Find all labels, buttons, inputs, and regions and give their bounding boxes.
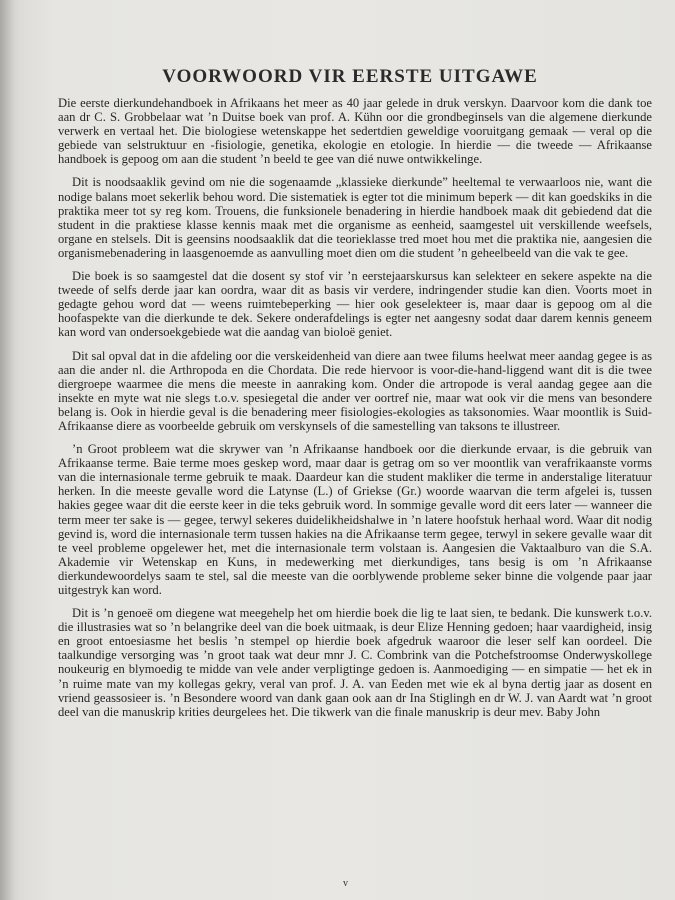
- paragraph-3: Die boek is so saamgestel dat die dosent sy stof vir ’n eerstejaarskursus kan selekteer en sekere aspekte na die tweede of selfs derde jaar kan oordra, waar dit as basis vir verdere, indringender studie kan dien. Voorts moet in gedagte gehou word dat — weens ruimtebeperking — hier ook geselekteer is, maar daar is gepoog om al die hoofaspekte van die dierkunde te dek. Sekere onderafdelings is egter net aangesny sodat daar darem kennis geneem kan word van ondersoekgebiede wat die aandag van bioloë geniet.: [58, 269, 652, 340]
- page-binding-edge: [0, 0, 14, 900]
- paragraph-2: Dit is noodsaaklik gevind om nie die sogenaamde „klassieke dierkunde” heeltemal te verwaarloos nie, want die nodige balans moet sekerlik behou word. Die sistematiek is egter tot die minimum beperk — dit kan goedskiks in die praktika meer tot sy reg kom. Trouens, die funksionele benadering in hierdie handboek maak dit gebiedend dat die student in die praktiese klasse kennis maak met die organisme as eenheid, saamgestel uit verskillende weefsels, organe en stelsels. Dit is geensins noodsaaklik dat die teorieklasse tred moet hou met die praktika nie, aangesien die organismebenadering in laasgenoemde as aanvulling moet dien om die student ’n geheelbeeld van die vak te gee.: [58, 175, 652, 260]
- paragraph-6: Dit is ’n genoeë om diegene wat meegehelp het om hierdie boek die lig te laat sien, te bedank. Die kunswerk t.o.v. die illustrasies wat so ’n belangrike deel van die boek uitmaak, is deur Elize Henning gedoen; haar vaardigheid, insig en groot entoesiasme het beslis ’n stempel op hierdie boek afgedruk waaroor die leser self kan oordeel. Die taalkundige versorging was ’n groot taak wat deur mnr J. C. Combrink van die Potchefstroomse Onderwyskollege noukeurig en blymoedig te midde van vele ander verpligtinge gedoen is. Aanmoediging — en simpatie — het ek in ’n ruime mate van my kollegas gekry, veral van prof. J. A. van Eeden met wie ek al byna dertig jaar as dosent en vriend geassosieer is. ’n Besondere woord van dank gaan ook aan dr Ina Stiglingh en dr W. J. van Aardt wat ’n groot deel van die manuskrip krities deurgelees het. Die tikwerk van die finale manuskrip is deur mev. Baby John: [58, 606, 652, 719]
- page-number: v: [343, 878, 348, 889]
- paragraph-4: Dit sal opval dat in die afdeling oor die verskeidenheid van diere aan twee filums heelwat meer aandag gegee is as aan die ander nl. die Arthropoda en die Chordata. Die rede hiervoor is voor-die-hand-liggend want dit is die twee diergroepe waarmee die mens die meeste in aanraking kom. Onder die artropode is veral aandag gegee aan die insekte en myte wat nie slegs t.o.v. spesiegetal die ander ver oortref nie, maar wat ook vir die mens van besondere belang is. Ook in hierdie geval is die benadering meer fisiologies-ekologies as taksonomies. Waar moontlik is Suid-Afrikaanse diere as voorbeelde gebruik om verskynsels of die samestelling van taksons te illustreer.: [58, 348, 652, 433]
- paragraph-5: ’n Groot probleem wat die skrywer van ’n Afrikaanse handboek oor die dierkunde ervaar, is die gebruik van Afrikaanse terme. Baie terme moes geskep word, maar daar is getrag om so ver moontlik van verafrikaanste vorms van die internasionale terme gebruik te maak. Daardeur kan die student makliker die terme in anderstalige literatuur herken. In die meeste gevalle word die Latynse (L.) of Griekse (Gr.) woorde waarvan die term afgelei is, tussen hakies gegee waar dit die eerste keer in die teks gebruik word. In sommige gevalle word dit eers later — wanneer die term meer ter sake is — gegee, terwyl sekeres duidelikheidshalwe in ’n latere hoofstuk herhaal word. Waar dit nodig gevind is, word die internasionale term tussen hakies na die Afrikaanse term gegee, terwyl in sekere gevalle waar dit te veel probleme opgelewer het, met die internasionale term volstaan is. Aangesien die Vaktaalburo van die S.A. Akademie vir Wetenskap en Kuns, in medewerking met dierkundiges, tans besig is om ’n Afrikaanse dierkundewoordelys saam te stel, sal die meeste van die oorblywende probleme seker binne die volgende paar jaar uitgestryk kan word.: [58, 442, 652, 597]
- paragraph-1: Die eerste dierkundehandboek in Afrikaans het meer as 40 jaar gelede in druk verskyn. Daarvoor kom die dank toe aan dr C. S. Grobbelaar wat ’n Duitse boek van prof. A. Kühn oor die grondbeginsels van die algemene dierkunde verwerk en vertaal het. Die biologiese wetenskappe het sedertdien geweldige vooruitgang gemaak — veral op die gebiede van selstruktuur en -fisiologie, genetika, ekologie en etologie. In hierdie — die tweede — Afrikaanse handboek is gepoog om aan die student ’n beeld te gee van dié nuwe ontwikkelinge.: [58, 96, 652, 167]
- foreword-body: [58, 96, 652, 728]
- page-title: VOORWOORD VIR EERSTE UITGAWE: [162, 66, 538, 87]
